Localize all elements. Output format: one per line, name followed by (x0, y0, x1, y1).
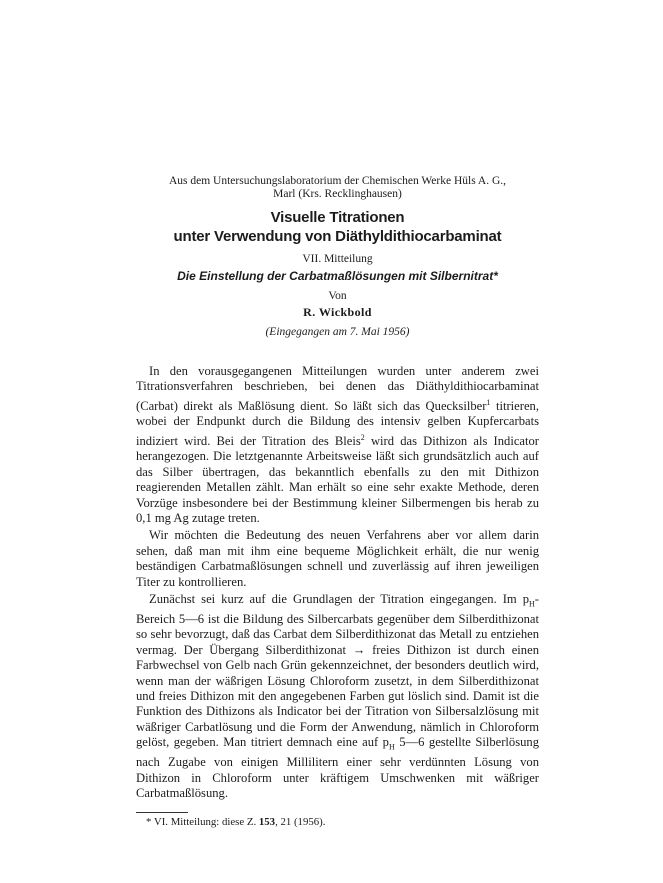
paragraph-1 (136, 364, 539, 526)
footnote-volume: 153 (258, 816, 276, 828)
paragraph-3 (136, 592, 539, 801)
paragraph-2: Wir möchten die Bedeutung des neuen Verfahrens aber vor allem darin sehen, daß man mit ihm eine bequeme Möglichkeit erhält, die nur wenig beständigen Carbatmaßlösungen schnell und zuverlässig auf ihren jeweiligen Titer zu kontrollieren. (136, 528, 539, 589)
article-subtitle: Die Einstellung der Carbatmaßlösungen mit Silbernitrat* (177, 269, 498, 283)
paragraph-3-text-c: 5—6 gestellte Silberlösung nach Zugabe von einigen Millilitern einer sehr verdünnten Lösung von Dithizon in Chloroform unter kräftigem Umschwenken mit wäßriger Carbatmaßlösung. (136, 735, 539, 800)
footnote-ref-2: 2 (360, 432, 365, 442)
institution-line-2: Marl (Krs. Recklinghausen) (273, 188, 402, 200)
article-header (136, 175, 539, 339)
paragraph-1-text-c: wird das Dithizon als Indicator herangezogen. Die letztgenannte Arbeitsweise läßt sich grundsätzlich auch auf das Silber übertragen, das bekanntlich ebenfalls zu den mit Dithizon reagierenden Metallen zählt. Man erhält so eine sehr exakte Methode, deren Vorzüge insbesondere bei der Bestimmung kleiner Silbermengen bis herab zu 0,1 mg Ag zutage treten. (136, 434, 539, 526)
paragraph-3-text-b: -Bereich 5—6 ist die Bildung des Silbercarbats gegenüber dem Silberdithizonat so sehr bevorzugt, daß das Carbat dem Silberdithizonat das Metall zu entziehen vermag. Der Übergang Silberdithizonat → freies Dithizon ist durch einen Farbwechsel von Gelb nach Grün gekennzeichnet, der besonders deutlich wird, wenn man der wäßrigen Lösung Chloroform zusetzt, in dem Silberdithizonat und freies Dithizon mit den angegebenen Farben gut löslich sind. Damit ist die Funktion des Dithizons als Indicator bei der Titration von Silbersalzlösung mit wäßriger Carbatlösung und die Form der Anwendung, nämlich in Chloroform gelöst, gegeben. Man titriert demnach eine auf p (136, 592, 539, 750)
footnote-prefix: * VI. Mitteilung: diese Z. (146, 816, 259, 828)
article-title-line-1: Visuelle Titrationen (270, 209, 405, 226)
footnote-ref-1: 1 (486, 397, 491, 407)
received-date: (Eingegangen am 7. Mai 1956) (265, 326, 410, 338)
footnote (146, 816, 325, 829)
author-name: R. Wickbold (303, 305, 372, 319)
paragraph-3-text-a: Zunächst sei kurz auf die Grundlagen der Titration eingegangen. Im p (149, 592, 530, 607)
ph-subscript-2: H (388, 742, 395, 752)
part-number: VII. Mitteilung (302, 253, 373, 265)
article-body (136, 364, 539, 803)
footnote-suffix: , 21 (1956). (275, 816, 326, 828)
by-line: Von (328, 290, 347, 302)
institution-line-1: Aus dem Untersuchungslaboratorium der Chemischen Werke Hüls A. G., (168, 175, 507, 187)
paragraph-1-text-b: titrieren, wobei der Endpunkt durch die Bildung des intensiv gelben Kupfercarbats indiziert wird. Bei der Titration des Bleis (136, 399, 539, 448)
article-title-line-2: unter Verwendung von Diäthyldithiocarbaminat (173, 228, 502, 245)
paragraph-1-text-a: In den vorausgegangenen Mitteilungen wurden unter anderem zwei Titrationsverfahren beschrieben, bei denen das Diäthyldithiocarbaminat (Carbat) direkt als Maßlösung dient. So läßt sich das Quecksilber (136, 364, 539, 413)
footnote-divider (136, 812, 188, 813)
ph-subscript-1: H (529, 599, 535, 609)
